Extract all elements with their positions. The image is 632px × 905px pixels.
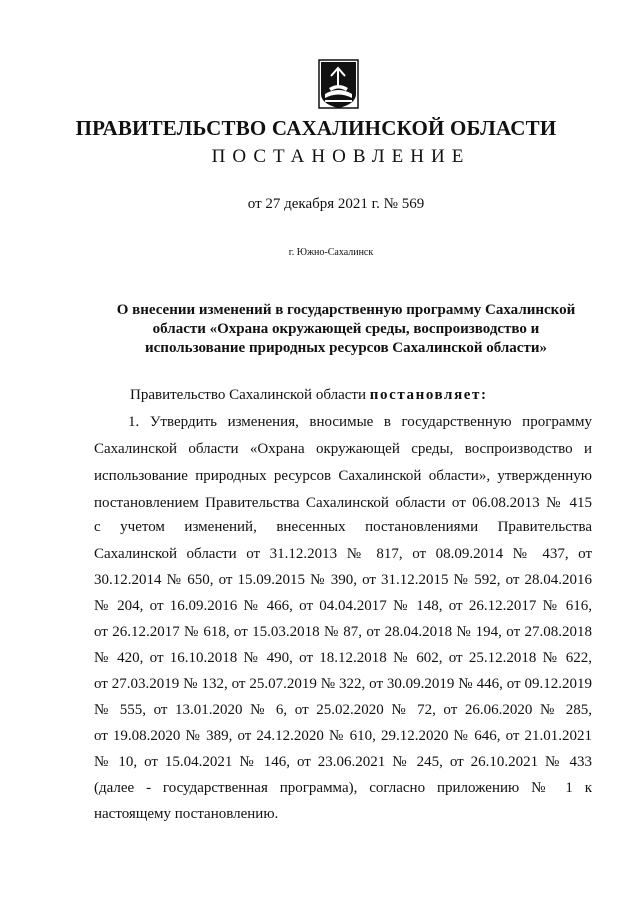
body-line: от 26.12.2017 № 618, от 15.03.2018 № 87, от 28.04.2018 № 194, от 27.08.2018 xyxy=(94,624,592,640)
body-line: № 420, от 16.10.2018 № 490, от 18.12.2018 № 602, от 25.12.2018 № 622, xyxy=(94,650,592,666)
subject-line: использование природных ресурсов Сахалинской области» xyxy=(145,340,547,356)
body-line: Сахалинской области от 31.12.2013 № 817, от 08.09.2014 № 437, от xyxy=(94,546,592,562)
preamble xyxy=(130,387,488,404)
body-line: (далее - государственная программа), согласно приложению № 1 к xyxy=(94,780,592,796)
document-date: от 27 декабря 2021 г. № 569 xyxy=(247,196,425,212)
body-line: 1. Утвердить изменения, вносимые в государственную программу xyxy=(128,414,592,430)
document-place: г. Южно-Сахалинск xyxy=(288,247,374,258)
coat-of-arms-icon xyxy=(317,58,360,110)
body-line: от 27.03.2019 № 132, от 25.07.2019 № 322, от 30.09.2019 № 446, от 09.12.2019 xyxy=(94,676,592,692)
body-line: 30.12.2014 № 650, от 15.09.2015 № 390, от 31.12.2015 № 592, от 28.04.2016 xyxy=(94,572,592,588)
body-line: с учетом изменений, внесенных постановлениями Правительства xyxy=(94,519,592,535)
subject-line: О внесении изменений в государственную программу Сахалинской xyxy=(116,302,576,318)
preamble-verb: постановляет: xyxy=(369,387,488,403)
body-line: настоящему постановлению. xyxy=(94,806,279,822)
body-line: от 19.08.2020 № 389, от 24.12.2020 № 610, 29.12.2020 № 646, от 21.01.2021 xyxy=(94,728,592,744)
preamble-text: Правительство Сахалинской области xyxy=(130,387,370,403)
government-title: ПРАВИТЕЛЬСТВО САХАЛИНСКОЙ ОБЛАСТИ xyxy=(75,116,557,140)
body-line: Сахалинской области «Охрана окружающей среды, воспроизводство и xyxy=(94,441,592,457)
subject-line: области «Охрана окружающей среды, воспроизводство и xyxy=(152,321,540,337)
body-line: № 555, от 13.01.2020 № 6, от 25.02.2020 № 72, от 26.06.2020 № 285, xyxy=(94,702,592,718)
body-line: использование природных ресурсов Сахалинской области», утвержденную xyxy=(94,468,592,484)
body-line: № 10, от 15.04.2021 № 146, от 23.06.2021 № 245, от 26.10.2021 № 433 xyxy=(94,754,592,770)
document-subject xyxy=(96,301,596,358)
document-type: ПОСТАНОВЛЕНИЕ xyxy=(211,146,471,167)
body-line: постановлением Правительства Сахалинской области от 06.08.2013 № 415 xyxy=(94,495,592,511)
body-line: № 204, от 16.09.2016 № 466, от 04.04.2017 № 148, от 26.12.2017 № 616, xyxy=(94,598,592,614)
